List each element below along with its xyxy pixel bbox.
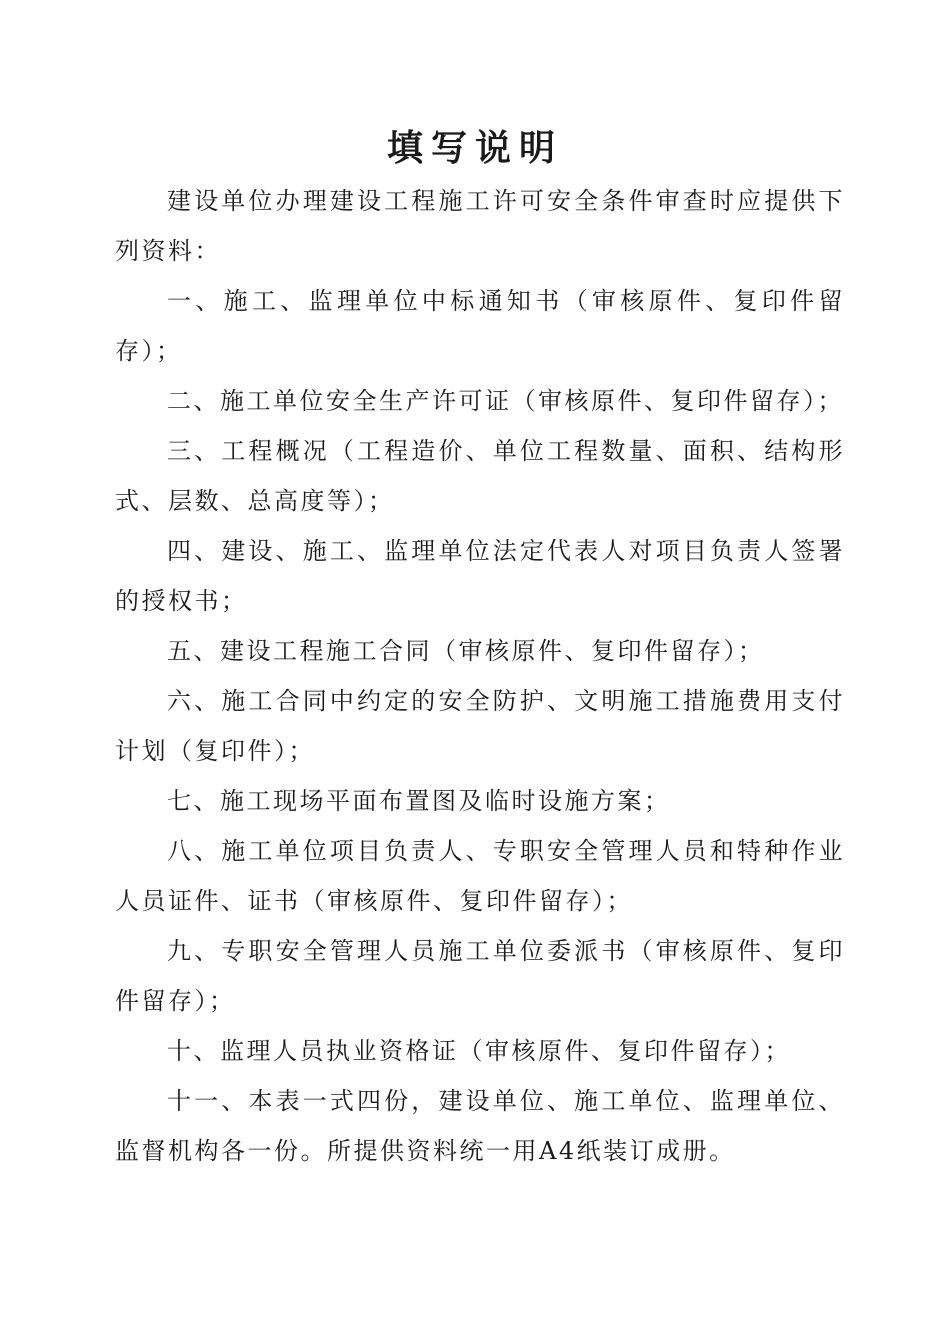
- list-item: 八、施工单位项目负责人、专职安全管理人员和特种作业人员证件、证书（审核原件、复印件留存）；: [115, 837, 845, 915]
- list-item: 四、建设、施工、监理单位法定代表人对项目负责人签署的授权书；: [115, 537, 845, 615]
- list-item: 六、施工合同中约定的安全防护、文明施工措施费用支付计划（复印件）；: [115, 687, 845, 765]
- page-title: 填写说明: [386, 127, 563, 169]
- list-item: 二、施工单位安全生产许可证（审核原件、复印件留存）；: [167, 387, 844, 415]
- list-item: 十、监理人员执业资格证（审核原件、复印件留存）；: [167, 1037, 791, 1065]
- list-item: 一、施工、监理单位中标通知书（审核原件、复印件留存）；: [115, 287, 845, 365]
- list-item: 三、工程概况（工程造价、单位工程数量、面积、结构形式、层数、总高度等）；: [115, 437, 845, 515]
- list-item: 七、施工现场平面布置图及临时设施方案；: [167, 787, 671, 815]
- intro-paragraph: 建设单位办理建设工程施工许可安全条件审查时应提供下列资料：: [115, 187, 845, 265]
- list-item: 十一、本表一式四份，建设单位、施工单位、监理单位、监督机构各一份。所提供资料统一用A4纸装订成册。: [115, 1087, 845, 1165]
- list-item: 五、建设工程施工合同（审核原件、复印件留存）；: [167, 637, 765, 665]
- document-body: [115, 176, 845, 1176]
- list-item: 九、专职安全管理人员施工单位委派书（审核原件、复印件留存）；: [115, 937, 845, 1015]
